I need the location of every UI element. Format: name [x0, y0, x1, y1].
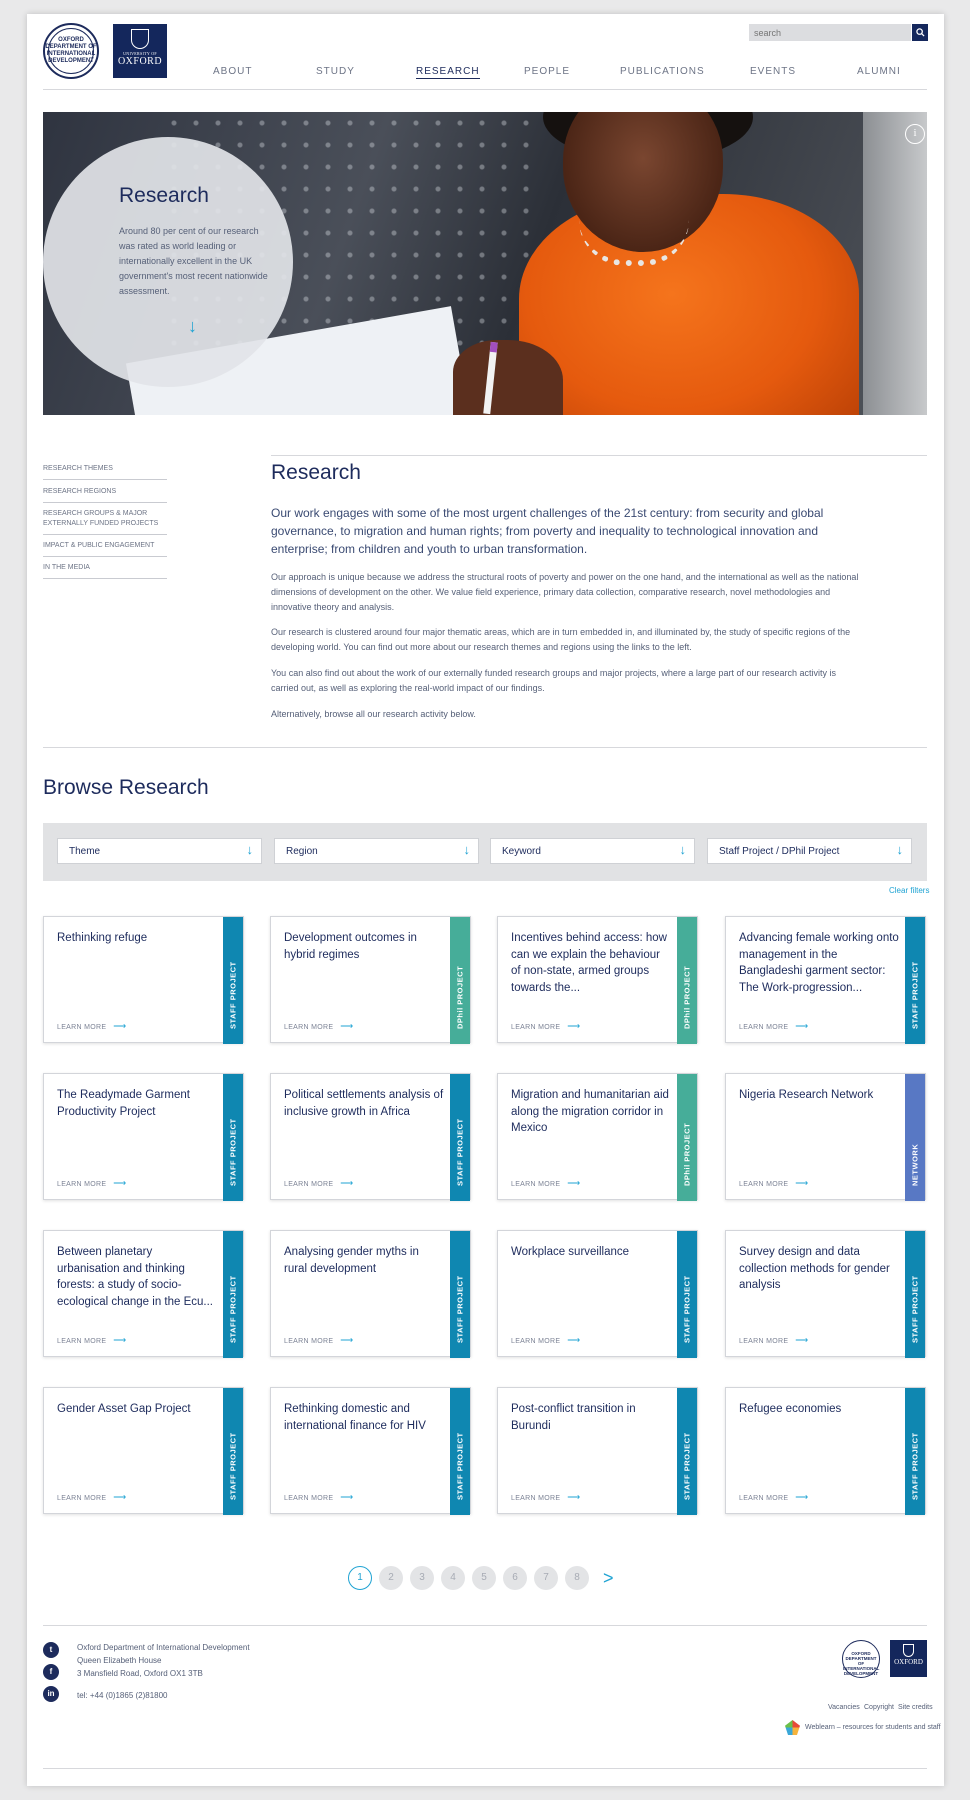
research-card-title[interactable]: Between planetary urbanisation and thinking forests: a study of socio-ecological change in the Ecu...	[57, 1246, 213, 1308]
project-type-tag	[677, 917, 697, 1044]
nav-alumni[interactable]: ALUMNI	[857, 66, 901, 77]
project-type-tag	[677, 1231, 697, 1358]
filter-region[interactable]	[274, 838, 479, 864]
page-6-button[interactable]: 6	[503, 1566, 527, 1590]
research-card[interactable]	[497, 1230, 698, 1357]
arrow-right-icon: ⟶	[567, 1021, 581, 1031]
filter-label: Keyword	[502, 846, 541, 857]
project-type-tag	[677, 1388, 697, 1515]
research-card-title[interactable]: Political settlements analysis of inclusive growth in Africa	[284, 1089, 444, 1118]
research-card[interactable]	[270, 1387, 471, 1514]
oxford-crest-icon	[131, 29, 149, 49]
project-type-tag	[905, 1074, 925, 1201]
main-nav	[213, 66, 944, 80]
arrow-right-icon: ⟶	[795, 1178, 809, 1188]
search-icon	[916, 28, 925, 37]
arrow-right-icon: ⟶	[340, 1492, 354, 1502]
filter-label: Region	[286, 846, 318, 857]
content-divider	[271, 455, 927, 456]
arrow-right-icon: ⟶	[113, 1492, 127, 1502]
hero-text: Around 80 per cent of our research was rated as world leading or internationally excellent in the UK government's most recent nationwide assessment.	[119, 226, 268, 296]
page-4-button[interactable]: 4	[441, 1566, 465, 1590]
info-icon[interactable]: i	[905, 124, 925, 144]
project-type-label: STAFF PROJECT	[682, 1275, 692, 1343]
learn-more-link[interactable]	[57, 1178, 127, 1189]
project-type-label: STAFF PROJECT	[455, 1275, 465, 1343]
sidebar-item-in-the-media[interactable]: IN THE MEDIA	[43, 563, 167, 579]
research-card[interactable]	[497, 1073, 698, 1200]
page-title: Research	[271, 461, 361, 484]
page	[27, 14, 944, 1786]
research-card-title[interactable]: Workplace surveillance	[511, 1246, 630, 1258]
oid-logo-ring	[48, 28, 94, 74]
learn-more-label: LEARN MORE	[511, 1181, 561, 1188]
body-paragraph: Our approach is unique because we address the structural roots of poverty and power on the one hand, and the international as well as the national dimensions of development on the other. We value field experience, primary data collection, comparative research, novel methodologies and innovative theory and analysis.	[271, 572, 859, 612]
learn-more-label: LEARN MORE	[57, 1495, 107, 1502]
project-type-label: STAFF PROJECT	[455, 1118, 465, 1186]
research-card-title[interactable]: Rethinking refuge	[57, 932, 148, 944]
research-card[interactable]	[497, 916, 698, 1043]
arrow-right-icon: ⟶	[795, 1335, 809, 1345]
lead-paragraph: Our work engages with some of the most urgent challenges of the 21st century: from security and global governance, to migration and human rights; from poverty and inequality to technological innovation and enterprise; from children and youth to urban transformation.	[271, 506, 824, 556]
footer-oxford-logo-text: OXFORD	[894, 1658, 923, 1666]
twitter-icon[interactable]: t	[43, 1642, 59, 1658]
learn-more-label: LEARN MORE	[284, 1495, 334, 1502]
arrow-down-icon: ↓	[463, 842, 470, 857]
search-button[interactable]	[912, 24, 928, 41]
learn-more-label: LEARN MORE	[739, 1495, 789, 1502]
learn-more-label: LEARN MORE	[739, 1181, 789, 1188]
arrow-right-icon: ⟶	[340, 1335, 354, 1345]
project-type-label: STAFF PROJECT	[910, 1275, 920, 1343]
page-2-button[interactable]: 2	[379, 1566, 403, 1590]
footer-address-line: Queen Elizabeth House	[77, 1656, 162, 1665]
project-type-tag	[677, 1074, 697, 1201]
project-type-tag	[223, 917, 243, 1044]
nav-people[interactable]: PEOPLE	[524, 66, 571, 77]
body-paragraph: You can also find out about the work of our externally funded research groups and major projects, where a large part of our research activity is carried out, as well as exploring the real-world impact of our findings.	[271, 668, 836, 693]
project-type-tag	[223, 1074, 243, 1201]
header-divider	[43, 89, 927, 90]
filter-project-type[interactable]	[707, 838, 912, 864]
sidebar-item-research-groups[interactable]: RESEARCH GROUPS & MAJOR EXTERNALLY FUNDED PROJECTS	[43, 509, 167, 535]
research-card[interactable]	[270, 1073, 471, 1200]
project-type-tag	[223, 1388, 243, 1515]
footer-divider	[43, 1625, 927, 1626]
project-type-tag	[450, 1388, 470, 1515]
footer-oxford-logo[interactable]	[890, 1640, 927, 1677]
page-3-button[interactable]: 3	[410, 1566, 434, 1590]
learn-more-link[interactable]	[511, 1021, 581, 1032]
oxford-crest-icon	[903, 1644, 914, 1657]
oid-logo-text: OXFORD DEPARTMENT OF INTERNATIONAL DEVELOPMENT	[45, 37, 97, 64]
footer-oid-logo-text: OXFORD DEPARTMENT OF INTERNATIONAL DEVELOPMENT	[843, 1651, 880, 1676]
project-type-tag	[450, 917, 470, 1044]
research-card-title[interactable]: Post-conflict transition in Burundi	[511, 1403, 636, 1432]
body-paragraph: Alternatively, browse all our research activity below.	[271, 709, 476, 719]
learn-more-link[interactable]	[284, 1021, 354, 1032]
arrow-right-icon: ⟶	[567, 1492, 581, 1502]
learn-more-link[interactable]	[57, 1021, 127, 1032]
research-card[interactable]	[43, 916, 244, 1043]
learn-more-link[interactable]	[57, 1492, 127, 1503]
learn-more-label: LEARN MORE	[57, 1181, 107, 1188]
research-card[interactable]	[270, 916, 471, 1043]
learn-more-link[interactable]	[284, 1492, 354, 1503]
browse-title: Browse Research	[43, 776, 209, 799]
filter-keyword[interactable]	[490, 838, 695, 864]
research-card[interactable]	[43, 1230, 244, 1357]
research-card[interactable]	[270, 1230, 471, 1357]
research-card[interactable]	[725, 1230, 926, 1357]
project-type-tag	[905, 917, 925, 1044]
project-type-tag	[905, 1388, 925, 1515]
bottom-divider	[43, 1768, 927, 1769]
learn-more-label: LEARN MORE	[284, 1181, 334, 1188]
project-type-label: STAFF PROJECT	[910, 961, 920, 1029]
sidebar-item-research-regions[interactable]: RESEARCH REGIONS	[43, 487, 167, 503]
nav-publications[interactable]: PUBLICATIONS	[620, 66, 705, 77]
learn-more-link[interactable]	[57, 1335, 127, 1346]
arrow-right-icon: ⟶	[795, 1021, 809, 1031]
oxford-logo-text: OXFORD	[117, 56, 163, 67]
project-type-label: STAFF PROJECT	[228, 1275, 238, 1343]
hero-arm	[453, 340, 563, 415]
project-type-label: STAFF PROJECT	[455, 1432, 465, 1500]
project-type-label: STAFF PROJECT	[228, 1118, 238, 1186]
research-card-title[interactable]: Refugee economies	[739, 1403, 842, 1415]
project-type-tag	[450, 1074, 470, 1201]
learn-more-label: LEARN MORE	[284, 1338, 334, 1345]
learn-more-label: LEARN MORE	[511, 1024, 561, 1031]
hero-title: Research	[119, 184, 209, 207]
project-type-label: STAFF PROJECT	[228, 961, 238, 1029]
project-type-tag	[905, 1231, 925, 1358]
learn-more-label: LEARN MORE	[284, 1024, 334, 1031]
learn-more-link[interactable]	[739, 1492, 809, 1503]
project-type-label: DPhil PROJECT	[455, 965, 465, 1029]
footer-telephone: tel: +44 (0)1865 (2)81800	[77, 1691, 168, 1700]
weblearn-label: Weblearn – resources for students and staff	[805, 1724, 941, 1731]
learn-more-link[interactable]	[739, 1178, 809, 1189]
footer-link-copyright[interactable]: Copyright	[864, 1704, 894, 1711]
arrow-down-icon: ↓	[246, 842, 253, 857]
linkedin-icon[interactable]: in	[43, 1686, 59, 1702]
arrow-right-icon: ⟶	[113, 1178, 127, 1188]
research-card-title[interactable]: Gender Asset Gap Project	[57, 1403, 191, 1415]
nav-about[interactable]: ABOUT	[213, 66, 253, 77]
arrow-right-icon: ⟶	[113, 1021, 127, 1031]
facebook-icon[interactable]: f	[43, 1664, 59, 1680]
learn-more-link[interactable]	[511, 1492, 581, 1503]
project-type-tag	[223, 1231, 243, 1358]
arrow-down-icon: ↓	[679, 842, 686, 857]
arrow-down-icon: ↓	[896, 842, 903, 857]
sidebar-item-research-themes[interactable]: RESEARCH THEMES	[43, 464, 167, 480]
hero-image	[43, 112, 927, 415]
next-page-button[interactable]: >	[603, 1568, 614, 1588]
nav-events[interactable]: EVENTS	[750, 66, 797, 77]
project-type-tag	[450, 1231, 470, 1358]
research-card-title[interactable]: Rethinking domestic and international finance for HIV	[284, 1403, 426, 1432]
filter-label: Theme	[69, 846, 101, 857]
search-input[interactable]	[749, 24, 911, 41]
research-card-title[interactable]: The Readymade Garment Productivity Project	[57, 1089, 190, 1118]
filter-bar	[43, 823, 927, 881]
research-card-title[interactable]: Nigeria Research Network	[739, 1089, 874, 1101]
learn-more-link[interactable]	[284, 1178, 354, 1189]
learn-more-label: LEARN MORE	[511, 1338, 561, 1345]
research-card-title[interactable]: Development outcomes in hybrid regimes	[284, 932, 417, 961]
page-7-button[interactable]: 7	[534, 1566, 558, 1590]
project-type-label: DPhil PROJECT	[682, 965, 692, 1029]
arrow-down-icon[interactable]: ↓	[188, 316, 197, 336]
arrow-right-icon: ⟶	[340, 1178, 354, 1188]
arrow-right-icon: ⟶	[795, 1492, 809, 1502]
arrow-right-icon: ⟶	[567, 1335, 581, 1345]
learn-more-link[interactable]	[739, 1335, 809, 1346]
arrow-right-icon: ⟶	[340, 1021, 354, 1031]
learn-more-link[interactable]	[511, 1335, 581, 1346]
research-card-title[interactable]: Migration and humanitarian aid along the migration corridor in Mexico	[511, 1089, 669, 1134]
arrow-right-icon: ⟶	[113, 1335, 127, 1345]
oxford-logo-small-text: UNIVERSITY OF	[123, 51, 157, 56]
clear-filters-link[interactable]: Clear filters	[889, 886, 930, 895]
project-type-label: STAFF PROJECT	[228, 1432, 238, 1500]
arrow-right-icon: ⟶	[567, 1178, 581, 1188]
nav-research[interactable]: RESEARCH	[416, 66, 480, 77]
learn-more-link[interactable]	[739, 1021, 809, 1032]
filter-theme[interactable]	[57, 838, 262, 864]
research-card[interactable]	[725, 1073, 926, 1200]
learn-more-label: LEARN MORE	[739, 1338, 789, 1345]
project-type-label: STAFF PROJECT	[682, 1432, 692, 1500]
weblearn-link[interactable]	[785, 1720, 941, 1735]
page-8-button[interactable]: 8	[565, 1566, 589, 1590]
learn-more-link[interactable]	[511, 1178, 581, 1189]
page-5-button[interactable]: 5	[472, 1566, 496, 1590]
research-card-title[interactable]: Incentives behind access: how can we explain the behaviour of non-state, armed groups towards the...	[511, 932, 667, 994]
learn-more-label: LEARN MORE	[57, 1024, 107, 1031]
research-card-title[interactable]: Analysing gender myths in rural development	[284, 1246, 419, 1275]
research-card[interactable]	[43, 1073, 244, 1200]
page-1-button[interactable]: 1	[348, 1566, 372, 1590]
section-divider	[43, 747, 927, 748]
sidebar-item-impact[interactable]: IMPACT & PUBLIC ENGAGEMENT	[43, 541, 167, 557]
research-card[interactable]	[43, 1387, 244, 1514]
footer-oid-logo[interactable]	[842, 1640, 880, 1678]
research-card[interactable]	[725, 916, 926, 1043]
project-type-label: DPhil PROJECT	[682, 1122, 692, 1186]
research-card-title[interactable]: Survey design and data collection methods for gender analysis	[739, 1246, 890, 1291]
filter-label: Staff Project / DPhil Project	[719, 846, 840, 857]
project-type-label: NETWORK	[910, 1143, 920, 1186]
learn-more-label: LEARN MORE	[511, 1495, 561, 1502]
research-card[interactable]	[725, 1387, 926, 1514]
body-paragraph: Our research is clustered around four major thematic areas, which are in turn embedded in, and illuminated by, the study of specific regions of the developing world. You can find out more about our research themes and regions using the links to the left.	[271, 627, 851, 652]
nav-study[interactable]: STUDY	[316, 66, 355, 77]
footer-link-vacancies[interactable]: Vacancies	[828, 1704, 860, 1711]
footer-address-line: Oxford Department of International Development	[77, 1643, 250, 1652]
footer-link-site-credits[interactable]: Site credits	[898, 1704, 933, 1711]
weblearn-gem-icon	[785, 1720, 800, 1735]
learn-more-label: LEARN MORE	[739, 1024, 789, 1031]
learn-more-link[interactable]	[284, 1335, 354, 1346]
oid-logo[interactable]	[43, 23, 99, 79]
oxford-logo[interactable]	[113, 24, 167, 78]
research-card-title[interactable]: Advancing female working onto management in the Bangladeshi garment sector: The Work-progression...	[739, 932, 899, 994]
research-card[interactable]	[497, 1387, 698, 1514]
learn-more-label: LEARN MORE	[57, 1338, 107, 1345]
footer-address-line: 3 Mansfield Road, Oxford OX1 3TB	[77, 1669, 203, 1678]
project-type-label: STAFF PROJECT	[910, 1432, 920, 1500]
hero-wall	[863, 112, 927, 415]
